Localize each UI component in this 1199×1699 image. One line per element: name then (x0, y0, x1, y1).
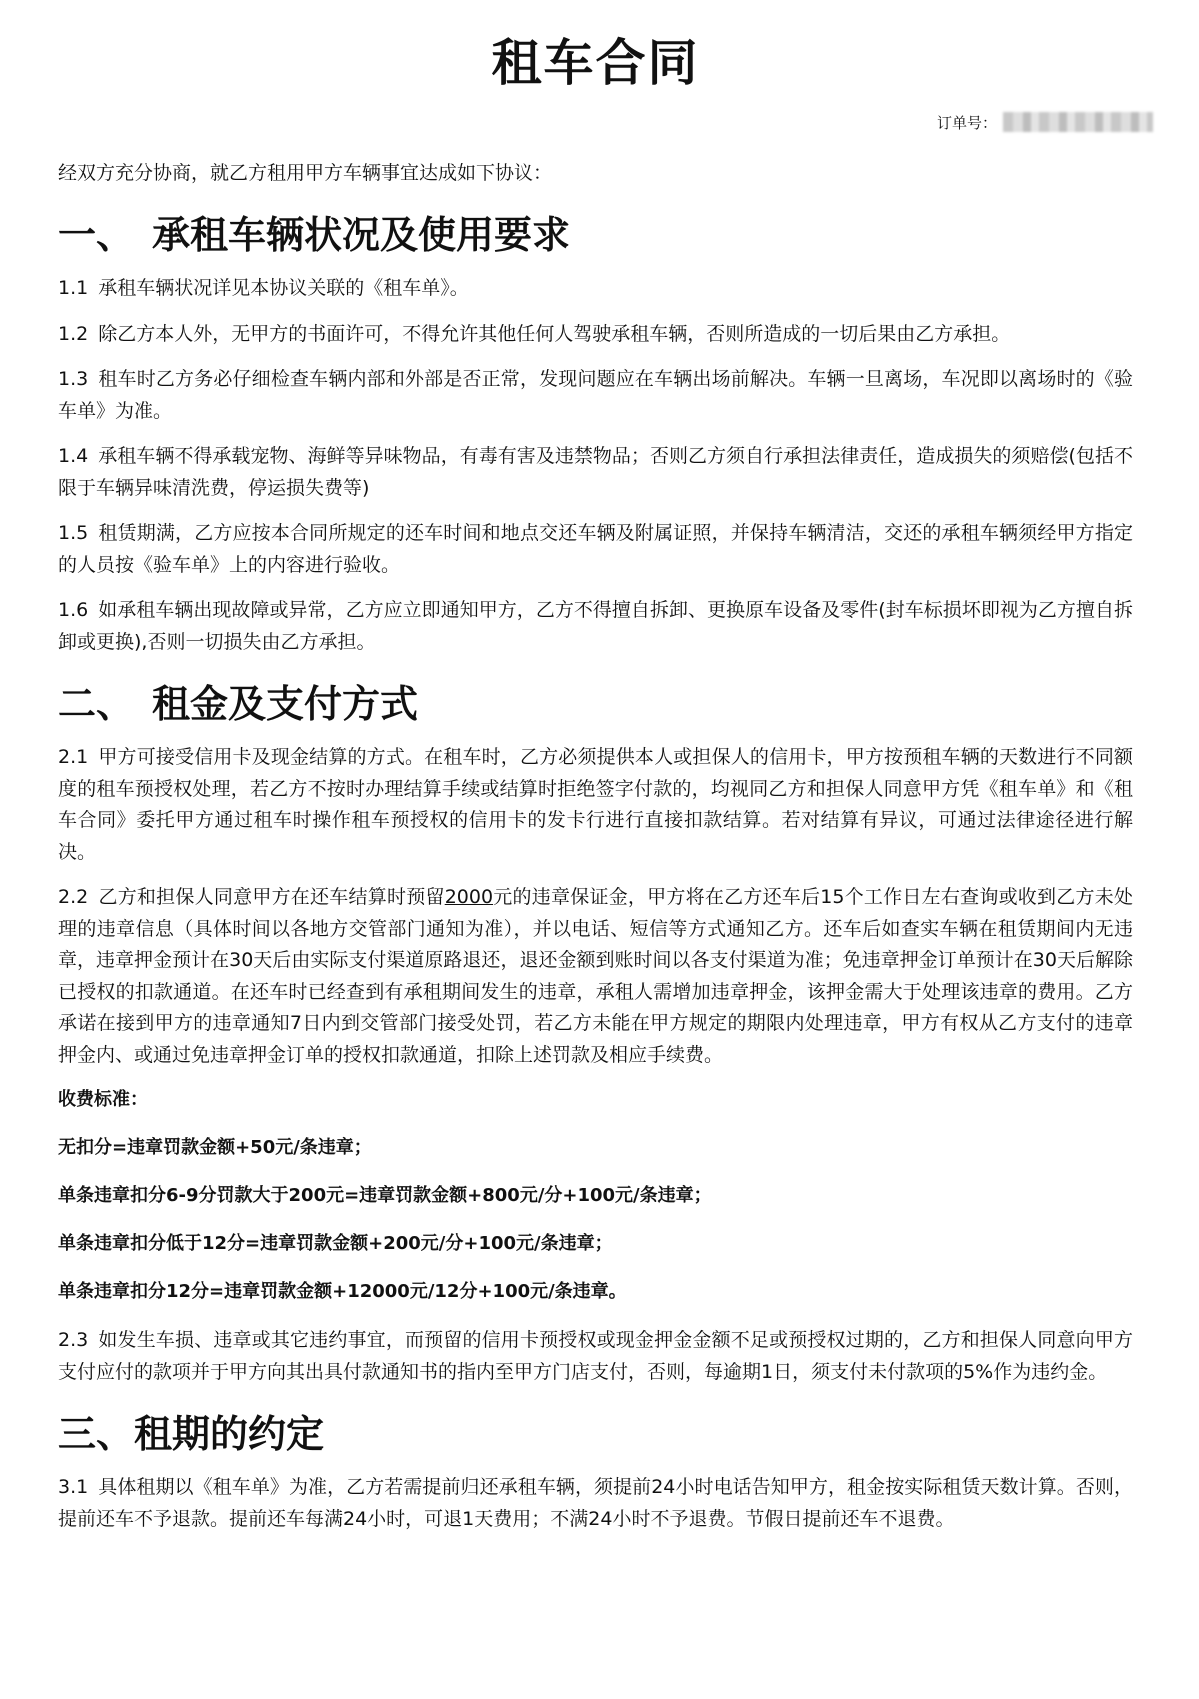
section-number: 二、 (58, 682, 135, 726)
section-3-heading (58, 1408, 1133, 1460)
clause-2-3: 2.3 如发生车损、违章或其它违约事宜，而预留的信用卡预授权或现金押金金额不足或预授权过期的，乙方和担保人同意向甲方支付应付的款项并于甲方向其出具付款通知书的指内至甲方门店支付，否则，每逾期1日，须支付未付款项的5%作为违约金。 (58, 1329, 1133, 1383)
fee-item: 单条违章扣分6-9分罚款大于200元=违章罚款金额+800元/分+100元/条违章； (58, 1185, 712, 1206)
order-number-row (58, 110, 1153, 134)
section-number: 三、 (58, 1412, 135, 1456)
clause-2-2: 2.2 乙方和担保人同意甲方在还车结算时预留2000元的违章保证金，甲方将在乙方还车后15个工作日左右查询或收到乙方未处理的违章信息（具体时间以各地方交管部门通知为准），并以电话、短信等方式通知乙方。还车后如查实车辆在租赁期间内无违章，违章押金预计在30天后由实际支付渠道原路退还，退还金额到账时间以各支付渠道为准；免违章押金订单预计在30天后解除已授权的扣款通道。在还车时已经查到有承租期间发生的违章，承租人需增加违章押金，该押金需大于处理该违章的费用。乙方承诺在接到甲方的违章通知7日内到交管部门接受处罚，若乙方未能在甲方规定的期限内处理违章，甲方有权从乙方支付的违章押金内、或通过免违章押金订单的授权扣款通道，扣除上述罚款及相应手续费。 (58, 886, 1133, 1066)
section-title: 租金及支付方式 (152, 682, 419, 726)
section-number: 一、 (58, 213, 135, 257)
page-title: 租车合同 (491, 34, 700, 92)
deposit-amount: 2000 (444, 886, 494, 908)
order-number-label: 订单号： (936, 113, 997, 132)
clause-3-1: 3.1 具体租期以《租车单》为准，乙方若需提前归还承租车辆，须提前24小时电话告知甲方，租金按实际租赁天数计算。否则，提前还车不予退款。提前还车每满24小时，可退1天费用；不满24小时不予退费。节假日提前还车不退费。 (58, 1476, 1133, 1530)
fee-item: 单条违章扣分低于12分=违章罚款金额+200元/分+100元/条违章； (58, 1233, 613, 1254)
fee-item: 单条违章扣分12分=违章罚款金额+12000元/12分+100元/条违章。 (58, 1281, 627, 1302)
order-number-redacted (1003, 112, 1153, 132)
section-title: 租期的约定 (134, 1412, 325, 1456)
clause-2-1: 2.1 甲方可接受信用卡及现金结算的方式。在租车时，乙方必须提供本人或担保人的信用卡，甲方按预租车辆的天数进行不同额度的租车预授权处理，若乙方不按时办理结算手续或结算时拒绝签字付款的，均视同乙方和担保人同意甲方凭《租车单》和《租车合同》委托甲方通过租车时操作租车预授权的信用卡的发卡行进行直接扣款结算。若对结算有异议，可通过法律途径进行解决。 (58, 746, 1133, 863)
clause-1-2: 1.2 除乙方本人外，无甲方的书面许可，不得允许其他任何人驾驶承租车辆，否则所造成的一切后果由乙方承担。 (58, 322, 1011, 345)
fee-standard-label: 收费标准： (58, 1089, 148, 1110)
fee-item: 无扣分=违章罚款金额+50元/条违章； (58, 1137, 372, 1158)
section-1-heading (58, 209, 1133, 261)
section-title: 承租车辆状况及使用要求 (152, 213, 571, 257)
section-2-heading (58, 678, 1133, 730)
clause-1-6: 1.6 如承租车辆出现故障或异常，乙方应立即通知甲方，乙方不得擅自拆卸、更换原车设备及零件(封车标损坏即视为乙方擅自拆卸或更换),否则一切损失由乙方承担。 (58, 599, 1133, 653)
clause-1-4: 1.4 承租车辆不得承载宠物、海鲜等异味物品，有毒有害及违禁物品；否则乙方须自行承担法律责任，造成损失的须赔偿(包括不限于车辆异味清洗费，停运损失费等) (58, 445, 1133, 499)
clause-1-5: 1.5 租赁期满，乙方应按本合同所规定的还车时间和地点交还车辆及附属证照，并保持车辆清洁，交还的承租车辆须经甲方指定的人员按《验车单》上的内容进行验收。 (58, 522, 1133, 576)
intro-text: 经双方充分协商，就乙方租用甲方车辆事宜达成如下协议： (58, 162, 553, 184)
clause-1-1: 1.1 承租车辆状况详见本协议关联的《租车单》。 (58, 277, 469, 299)
clause-1-3: 1.3 租车时乙方务必仔细检查车辆内部和外部是否正常，发现问题应在车辆出场前解决。车辆一旦离场，车况即以离场时的《验车单》为准。 (58, 368, 1133, 422)
